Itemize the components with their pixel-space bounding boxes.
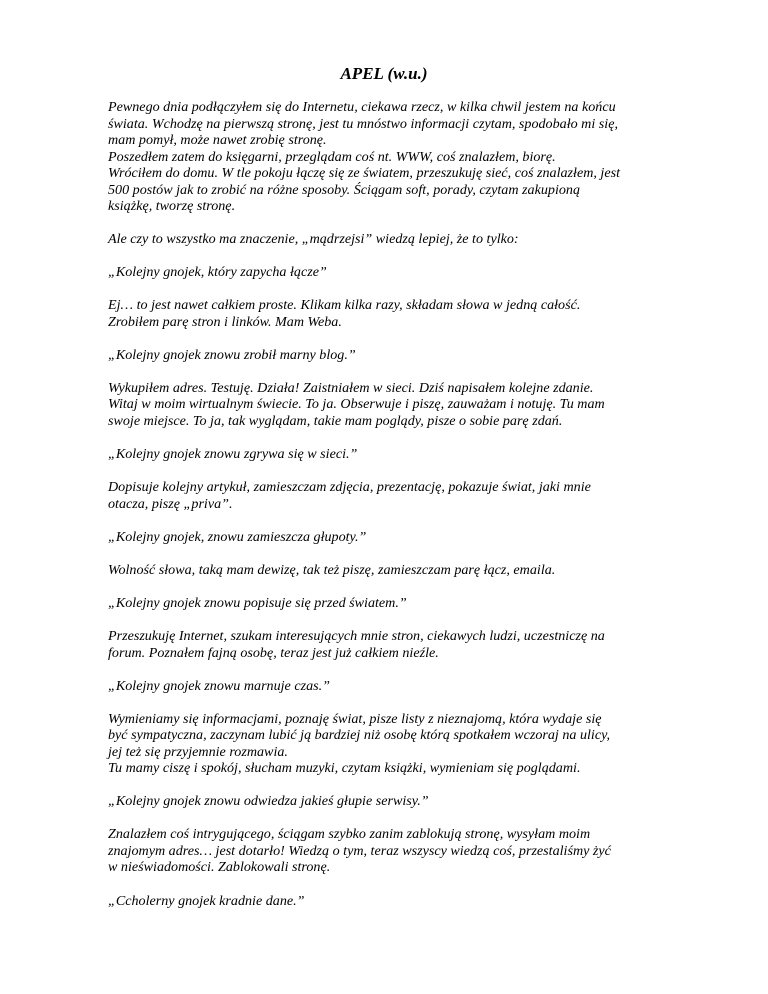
paragraph: Dopisuje kolejny artykuł, zamieszczam zdjęcia, prezentację, pokazuje świat, jaki mnie otacza, piszę „priva”. bbox=[108, 479, 591, 512]
paragraph: Wolność słowa, taką mam dewizę, tak też piszę, zamieszczam parę łącz, emaila. bbox=[108, 561, 556, 578]
paragraph: Ale czy to wszystko ma znaczenie, „mądrzejsi” wiedzą lepiej, że to tylko: bbox=[108, 231, 519, 248]
quote-paragraph: „Kolejny gnojek znowu zrobił marny blog.” bbox=[108, 346, 356, 363]
paragraph: Wymieniamy się informacjami, poznaję świat, pisze listy z nieznajomą, która wydaje się być sympatyczna, zaczynam lubić ją bardziej niż osobę którą spotkałem wczoraj na ulicy, jej też się przyjemnie rozmawia. bbox=[108, 710, 611, 760]
quote-paragraph: „Kolejny gnojek znowu odwiedza jakieś głupie serwisy.” bbox=[108, 793, 429, 810]
quote-paragraph: „Kolejny gnojek znowu marnuje czas.” bbox=[108, 677, 330, 694]
document-body bbox=[108, 99, 688, 926]
paragraph: Znalazłem coś intrygującego, ściągam szybko zanim zablokują stronę, wysyłam moim znajomym adres… jest dotarło! Wiedzą o tym, teraz wszyscy wiedzą coś, przestaliśmy żyć w nieświadomości. Zablokowali stronę. bbox=[108, 826, 611, 876]
quote-paragraph: „Kolejny gnojek znowu popisuje się przed światem.” bbox=[108, 594, 407, 611]
paragraph: Pewnego dnia podłączyłem się do Internetu, ciekawa rzecz, w kilka chwil jestem na końcu świata. Wchodzę na pierwszą stronę, jest tu mnóstwo informacji czytam, spodobało mi się, mam pomył, może nawet zrobię stronę. bbox=[108, 99, 618, 148]
paragraph: Wykupiłem adres. Testuję. Działa! Zaistniałem w sieci. Dziś napisałem kolejne zdanie. Witaj w moim wirtualnym świecie. To ja. Obserwuje i piszę, zauważam i notuję. Tu mam swoje miejsce. To ja, tak wyglądam, takie mam poglądy, pisze o sobie parę zdań. bbox=[108, 379, 605, 429]
quote-paragraph: „Kolejny gnojek, znowu zamieszcza głupoty.” bbox=[108, 528, 367, 545]
quote-paragraph: „Kolejny gnojek znowu zgrywa się w sieci.” bbox=[108, 446, 358, 463]
paragraph: Tu mamy ciszę i spokój, słucham muzyki, czytam książki, wymieniam się poglądami. bbox=[108, 760, 581, 777]
document-title: APEL (w.u.) bbox=[340, 64, 428, 83]
paragraph: Poszedłem zatem do księgarni, przeglądam coś nt. WWW, coś znalazłem, biorę. Wróciłem do domu. W tle pokoju łączę się ze światem, przeszukuję sieć, coś znalazłem, jest 500 postów jak to zrobić na różne sposoby. Ściągam soft, porady, czytam zakupioną książkę, tworzę stronę. bbox=[108, 148, 620, 214]
quote-paragraph: „Kolejny gnojek, który zapycha łącze” bbox=[108, 264, 327, 281]
paragraph: Przeszukuję Internet, szukam interesujących mnie stron, ciekawych ludzi, uczestniczę na forum. Poznałem fajną osobę, teraz jest już całkiem nieźle. bbox=[108, 628, 605, 661]
paragraph: Ej… to jest nawet całkiem proste. Klikam kilka razy, składam słowa w jedną całość. Zrobiłem parę stron i linków. Mam Weba. bbox=[108, 297, 581, 330]
quote-paragraph: „Ccholerny gnojek kradnie dane.” bbox=[108, 892, 305, 909]
